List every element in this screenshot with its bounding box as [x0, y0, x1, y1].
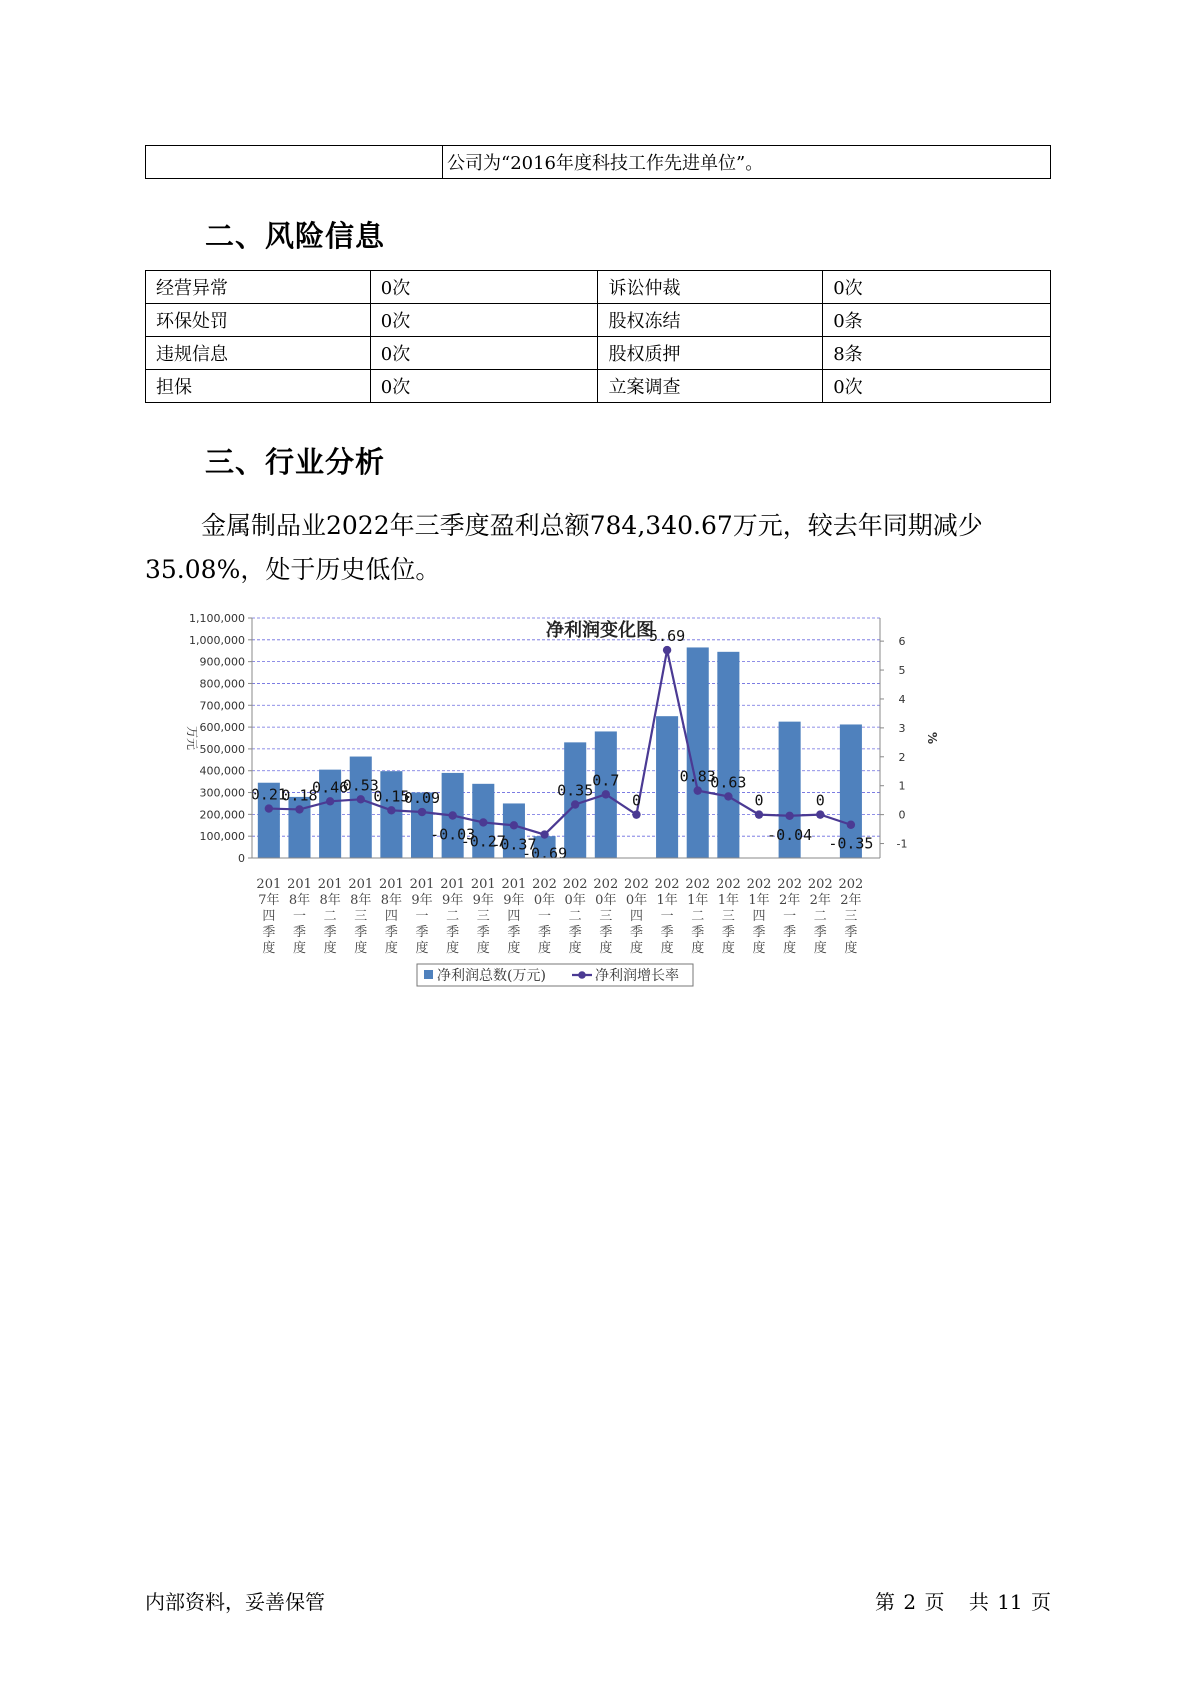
risk-item-value: 0次 — [370, 370, 598, 403]
x-tick-label: 四 — [507, 909, 521, 924]
growth-data-label: -0.35 — [828, 834, 874, 853]
x-tick-label: 季 — [476, 925, 490, 940]
x-tick-label: 季 — [507, 925, 521, 940]
footer-page-number — [873, 1586, 1051, 1615]
y2-tick-label: 1 — [898, 779, 906, 793]
y2-tick-label: 6 — [898, 635, 906, 649]
x-tick-label: 1年 — [656, 893, 678, 908]
x-tick-label: 度 — [538, 941, 552, 956]
x-tick-label: 季 — [446, 925, 460, 940]
legend-swatch-point — [578, 971, 586, 979]
table-row — [146, 337, 1051, 370]
x-tick-label: 季 — [568, 925, 582, 940]
x-tick-label: 202 — [807, 877, 833, 892]
x-tick-label: 一 — [783, 909, 797, 924]
x-tick-label: 度 — [476, 941, 490, 956]
table-cell: 公司为“2016年度科技工作先进单位”。 — [443, 146, 1051, 179]
section-title-industry: 三、行业分析 — [205, 445, 386, 479]
x-tick-label: 度 — [599, 941, 613, 956]
risk-item-value: 0次 — [823, 370, 1051, 403]
x-tick-label: 三 — [599, 909, 613, 924]
legend-label-bars: 净利润总数(万元) — [437, 968, 546, 984]
growth-point — [724, 792, 732, 800]
growth-point — [357, 795, 365, 803]
y2-tick-label: 5 — [898, 664, 906, 678]
x-tick-label: 0年 — [595, 893, 617, 908]
x-tick-label: 202 — [777, 877, 803, 892]
y-tick-label: 0 — [238, 852, 245, 865]
x-tick-label: 7年 — [258, 893, 280, 908]
x-tick-label: 度 — [507, 941, 521, 956]
x-tick-label: 202 — [654, 877, 680, 892]
x-tick-label: 季 — [783, 925, 797, 940]
x-tick-label: 季 — [262, 925, 276, 940]
risk-item-label: 股权冻结 — [598, 304, 823, 337]
page-current: 2 — [903, 1590, 917, 1614]
x-tick-label: 季 — [660, 925, 674, 940]
growth-point — [816, 810, 824, 818]
x-tick-label: 0年 — [564, 893, 586, 908]
x-tick-label: 季 — [752, 925, 766, 940]
x-tick-label: 度 — [292, 941, 306, 956]
growth-point — [785, 812, 793, 820]
x-tick-label: 季 — [599, 925, 613, 940]
x-tick-label: 四 — [629, 909, 643, 924]
x-tick-label: 一 — [292, 909, 306, 924]
x-tick-label: 201 — [256, 877, 282, 892]
x-tick-label: 季 — [384, 925, 398, 940]
bar — [350, 757, 372, 858]
chart-title: 净利润变化图 — [546, 620, 654, 641]
x-tick-label: 度 — [415, 941, 429, 956]
x-tick-label: 度 — [691, 941, 705, 956]
risk-item-value: 0次 — [370, 337, 598, 370]
growth-data-label: 0.46 — [312, 778, 349, 797]
x-tick-label: 8年 — [288, 893, 311, 908]
section-title-risk: 二、风险信息 — [205, 219, 386, 253]
x-tick-label: 度 — [721, 941, 735, 956]
x-tick-label: 四 — [262, 909, 276, 924]
risk-item-label: 立案调查 — [598, 370, 823, 403]
x-tick-label: 二 — [813, 909, 827, 924]
y2-axis-label: % — [925, 731, 939, 745]
x-tick-label: 度 — [446, 941, 460, 956]
y-tick-label: 1,100,000 — [189, 614, 245, 625]
x-tick-label: 季 — [415, 925, 429, 940]
growth-data-label: 0.21 — [250, 785, 287, 804]
x-tick-label: 9年 — [472, 893, 494, 908]
y2-tick-label: 2 — [898, 750, 906, 764]
x-tick-label: 度 — [752, 941, 766, 956]
x-tick-label: 四 — [384, 909, 398, 924]
growth-point — [663, 646, 671, 654]
growth-point — [755, 810, 763, 818]
growth-point — [510, 821, 518, 829]
y2-tick-label: -1 — [896, 837, 908, 851]
x-tick-label: 202 — [715, 877, 741, 892]
x-tick-label: 二 — [323, 909, 337, 924]
x-tick-label: 9年 — [442, 893, 464, 908]
y2-tick-label: 4 — [898, 692, 906, 706]
growth-point — [448, 811, 456, 819]
growth-data-label: -0.69 — [521, 844, 568, 863]
y-tick-label: 100,000 — [199, 830, 245, 844]
y2-tick-label: 0 — [898, 808, 906, 822]
legend-label-line: 净利润增长率 — [595, 968, 679, 984]
x-tick-label: 8年 — [350, 893, 372, 908]
x-tick-label: 8年 — [319, 893, 341, 908]
y-tick-label: 300,000 — [199, 786, 245, 800]
x-tick-label: 202 — [593, 877, 619, 892]
x-tick-label: 度 — [384, 941, 398, 956]
x-tick-label: 二 — [568, 909, 582, 924]
x-tick-label: 1年 — [748, 893, 770, 908]
y-tick-label: 1,000,000 — [189, 633, 245, 647]
bar — [380, 771, 402, 858]
x-tick-label: 一 — [660, 909, 674, 924]
x-tick-label: 二 — [446, 909, 460, 924]
growth-point — [847, 821, 855, 829]
growth-data-label: -0.27 — [460, 832, 506, 851]
risk-item-label: 股权质押 — [598, 337, 823, 370]
growth-point — [295, 805, 303, 813]
risk-info-table — [145, 270, 1051, 403]
growth-point — [694, 786, 702, 794]
growth-data-label: 0.53 — [342, 776, 379, 795]
x-tick-label: 季 — [323, 925, 337, 940]
x-tick-label: 季 — [721, 925, 735, 940]
net-profit-chart — [180, 614, 1020, 1074]
x-tick-label: 度 — [813, 941, 827, 956]
risk-item-label: 诉讼仲裁 — [598, 271, 823, 304]
x-tick-label: 二 — [691, 909, 705, 924]
risk-item-label: 环保处罚 — [146, 304, 371, 337]
x-tick-label: 季 — [292, 925, 306, 940]
x-tick-label: 201 — [470, 877, 496, 892]
x-tick-label: 202 — [624, 877, 649, 892]
x-tick-label: 201 — [348, 877, 374, 892]
growth-data-label: 0.18 — [281, 786, 318, 805]
page-total: 11 — [997, 1590, 1023, 1614]
x-tick-label: 季 — [813, 925, 827, 940]
x-tick-label: 201 — [501, 877, 527, 892]
x-tick-label: 度 — [262, 941, 276, 956]
x-tick-label: 度 — [844, 941, 858, 956]
page-total-label: 共 — [968, 1590, 989, 1614]
growth-point — [479, 818, 487, 826]
x-tick-label: 度 — [354, 941, 368, 956]
growth-data-label: 0 — [754, 791, 764, 810]
x-tick-label: 0年 — [533, 893, 556, 908]
x-tick-label: 9年 — [503, 893, 525, 908]
growth-point — [540, 830, 548, 838]
x-tick-label: 季 — [538, 925, 552, 940]
x-tick-label: 202 — [685, 877, 711, 892]
x-tick-label: 202 — [746, 877, 772, 892]
x-tick-label: 201 — [287, 877, 312, 892]
x-tick-label: 度 — [660, 941, 674, 956]
x-tick-label: 四 — [752, 909, 766, 924]
x-tick-label: 三 — [844, 909, 858, 924]
chart-x-labels — [256, 877, 863, 956]
x-tick-label: 季 — [629, 925, 643, 940]
x-tick-label: 2年 — [840, 893, 862, 908]
x-tick-label: 202 — [562, 877, 588, 892]
y-tick-label: 800,000 — [199, 677, 245, 691]
x-tick-label: 2年 — [809, 893, 831, 908]
x-tick-label: 201 — [317, 877, 343, 892]
growth-data-label: 0.15 — [373, 787, 410, 806]
bar — [656, 716, 678, 858]
growth-point — [387, 806, 395, 814]
growth-data-label: 0.35 — [557, 781, 594, 800]
growth-point — [418, 808, 426, 816]
growth-data-label: -0.04 — [767, 825, 813, 844]
growth-data-label: 0.83 — [679, 767, 716, 786]
growth-data-label: 0 — [815, 791, 825, 810]
risk-item-label: 违规信息 — [146, 337, 371, 370]
x-tick-label: 季 — [691, 925, 705, 940]
growth-point — [602, 790, 610, 798]
risk-item-value: 0次 — [370, 271, 598, 304]
growth-data-label: 0 — [631, 791, 641, 810]
growth-data-label: -0.03 — [430, 825, 476, 844]
growth-data-label: 0.63 — [710, 773, 747, 792]
x-tick-label: 1年 — [687, 893, 709, 908]
growth-data-label: 0.7 — [592, 771, 620, 790]
x-tick-label: 三 — [721, 909, 735, 924]
growth-data-label: 0.09 — [403, 789, 441, 808]
x-tick-label: 201 — [440, 877, 466, 892]
x-tick-label: 1年 — [717, 893, 740, 908]
page-label: 页 — [924, 1590, 945, 1614]
x-tick-label: 202 — [532, 877, 557, 892]
x-tick-label: 度 — [783, 941, 797, 956]
risk-item-value: 8条 — [823, 337, 1051, 370]
table-row — [146, 370, 1051, 403]
y-axis-label: 万元 — [185, 725, 199, 751]
x-tick-label: 季 — [844, 925, 858, 940]
info-table-tail — [145, 145, 1051, 179]
x-tick-label: 0年 — [625, 893, 648, 908]
y2-tick-label: 3 — [898, 721, 906, 735]
growth-point — [571, 800, 579, 808]
x-tick-label: 8年 — [380, 893, 403, 908]
growth-point — [326, 797, 334, 805]
bar — [717, 652, 739, 858]
x-tick-label: 201 — [378, 877, 404, 892]
page-label: 页 — [1031, 1590, 1051, 1614]
x-tick-label: 9年 — [411, 893, 433, 908]
x-tick-label: 度 — [568, 941, 582, 956]
growth-data-label: -0.37 — [491, 835, 537, 854]
table-cell — [146, 146, 443, 179]
growth-point — [632, 810, 640, 818]
risk-item-label: 经营异常 — [146, 271, 371, 304]
y-tick-label: 400,000 — [199, 764, 245, 778]
table-row — [146, 271, 1051, 304]
x-tick-label: 2年 — [778, 893, 801, 908]
risk-item-label: 担保 — [146, 370, 371, 403]
risk-item-value: 0次 — [370, 304, 598, 337]
x-tick-label: 202 — [838, 877, 864, 892]
growth-point — [265, 804, 273, 812]
x-tick-label: 201 — [409, 877, 435, 892]
table-row — [146, 304, 1051, 337]
legend-swatch-bars — [424, 970, 433, 979]
footer-confidential-note: 内部资料，妥善保管 — [145, 1590, 325, 1614]
risk-item-value: 0次 — [823, 271, 1051, 304]
industry-paragraph: 金属制品业2022年三季度盈利总额784,340.67万元，较去年同期减少35.08%，处于历史低位。 — [145, 511, 983, 584]
x-tick-label: 季 — [354, 925, 368, 940]
chart-legend — [417, 964, 693, 986]
x-tick-label: 度 — [629, 941, 643, 956]
y-tick-label: 200,000 — [199, 808, 245, 822]
page-label: 第 — [875, 1590, 896, 1614]
growth-data-label: 5.69 — [649, 627, 686, 646]
y-tick-label: 500,000 — [199, 742, 245, 756]
x-tick-label: 一 — [538, 909, 552, 924]
table-row — [146, 146, 1051, 179]
x-tick-label: 三 — [354, 909, 368, 924]
y-tick-label: 600,000 — [199, 721, 245, 735]
risk-item-value: 0条 — [823, 304, 1051, 337]
x-tick-label: 度 — [323, 941, 337, 956]
y-tick-label: 700,000 — [199, 699, 245, 713]
x-tick-label: 一 — [415, 909, 429, 924]
bar — [564, 742, 586, 858]
y-tick-label: 900,000 — [199, 655, 245, 669]
x-tick-label: 三 — [476, 909, 490, 924]
